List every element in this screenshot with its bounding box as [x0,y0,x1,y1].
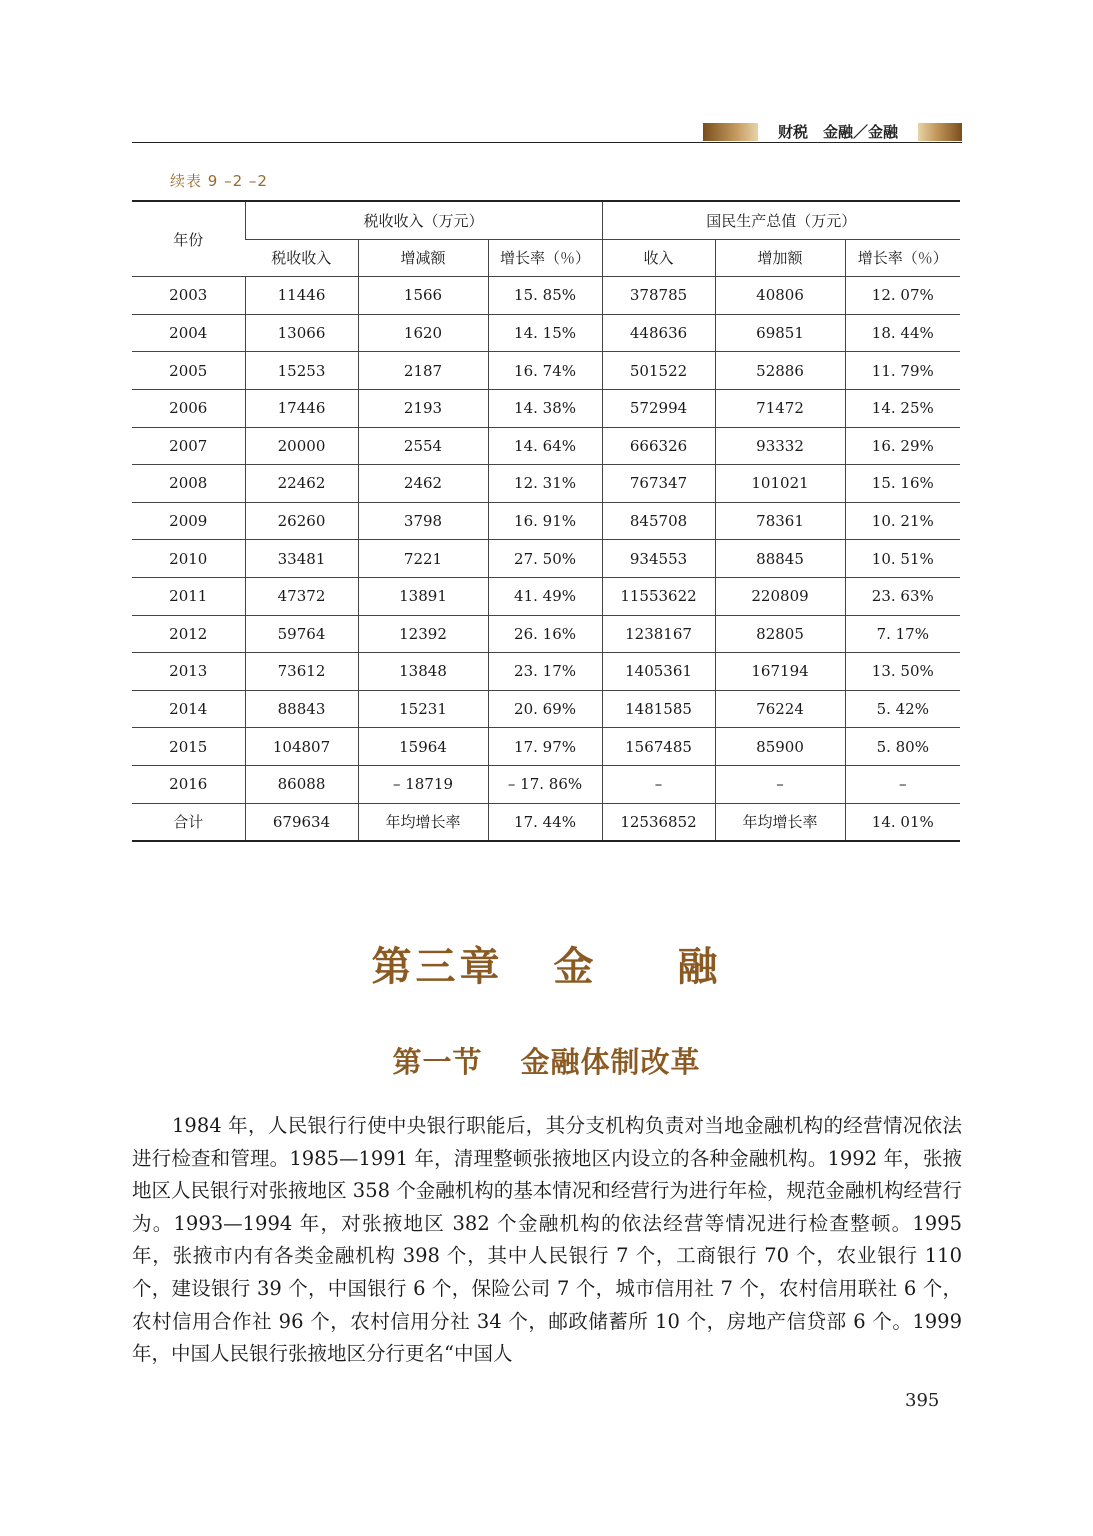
year-cell: 2004 [132,314,245,352]
year-cell: 2005 [132,352,245,390]
table-cell: 2462 [358,465,488,503]
table-cell: 40806 [715,277,845,315]
table-cell: 17. 97% [488,728,602,766]
table-cell: 10. 21% [845,502,960,540]
table-cell: 10. 51% [845,540,960,578]
chapter-number: 第三章 [371,944,504,990]
table-cell: 69851 [715,314,845,352]
table-row [132,502,960,540]
table-cell: – [602,765,715,803]
table-cell: 14. 38% [488,389,602,427]
table-cell: 501522 [602,352,715,390]
table-cell: – 18719 [358,765,488,803]
table-cell: 86088 [245,765,358,803]
year-cell: 合计 [132,803,245,841]
chapter-title [0,935,1093,992]
year-cell: 2009 [132,502,245,540]
table-row [132,277,960,315]
table-cell: 15253 [245,352,358,390]
year-cell: 2011 [132,577,245,615]
table-cell: 1567485 [602,728,715,766]
gdp-group-header: 国民生产总值（万元） [602,201,960,239]
table-cell: 26260 [245,502,358,540]
header-rule [132,142,962,143]
year-cell: 2003 [132,277,245,315]
gdp-income-header: 收入 [602,239,715,277]
table-cell: – [715,765,845,803]
table-cell: 76224 [715,690,845,728]
table-cell: 14. 01% [845,803,960,841]
table-row [132,690,960,728]
page-number: 395 [905,1390,940,1411]
table-row [132,728,960,766]
table-cell: 12. 31% [488,465,602,503]
year-header: 年份 [132,201,245,277]
table-cell: 18. 44% [845,314,960,352]
table-cell: 47372 [245,577,358,615]
table-cell: 11446 [245,277,358,315]
table-cell: 13. 50% [845,653,960,691]
table-cell: 20000 [245,427,358,465]
table-cell: 14. 15% [488,314,602,352]
table-cell: 20. 69% [488,690,602,728]
table-cell: – 17. 86% [488,765,602,803]
year-cell: 2013 [132,653,245,691]
table-row [132,803,960,841]
table-caption: 续表 9 –2 –2 [170,172,268,190]
table-cell: 845708 [602,502,715,540]
table-cell: 1405361 [602,653,715,691]
table-cell: 1566 [358,277,488,315]
table-cell: 16. 74% [488,352,602,390]
table-cell: 5. 80% [845,728,960,766]
section-title [0,1040,1093,1081]
body-paragraph: 1984 年，人民银行行使中央银行职能后，其分支机构负责对当地金融机构的经营情况依法进行检查和管理。1985—1991 年，清理整顿张掖地区内设立的各种金融机构。1992 年，张掖地区人民银行对张掖地区 358 个金融机构的基本情况和经营行为进行年检，规范金融机构经营行为。1993—1994 年，对张掖地区 382 个金融机构的依法经营等情况进行检查整顿。1995 年，张掖市内有各类金融机构 398 个，其中人民银行 7 个，工商银行 70 个，农业银行 110 个，建设银行 39 个，中国银行 6 个，保险公司 7 个，城市信用社 7 个，农村信用联社 6 个，农村信用合作社 96 个，农村信用分社 34 个，邮政储蓄所 10 个，房地产信贷部 6 个。1999 年，中国人民银行张掖地区分行更名“中国人 [132,1114,962,1366]
table-cell: 17. 44% [488,803,602,841]
table-cell: 12392 [358,615,488,653]
table-cell: 14. 64% [488,427,602,465]
header-decor-bar-left [703,123,758,141]
table-cell: 93332 [715,427,845,465]
chapter-name-part-2: 融 [677,944,722,990]
table-cell: 73612 [245,653,358,691]
table-cell: 13066 [245,314,358,352]
year-cell: 2007 [132,427,245,465]
table-cell: 2187 [358,352,488,390]
section-number: 第一节 [392,1045,483,1079]
table-row [132,352,960,390]
table-row [132,389,960,427]
table-cell: 17446 [245,389,358,427]
table-cell: 26. 16% [488,615,602,653]
table-cell: 15964 [358,728,488,766]
table-cell: 767347 [602,465,715,503]
table-cell: 15. 85% [488,277,602,315]
table-cell: 101021 [715,465,845,503]
table-cell: 12. 07% [845,277,960,315]
table-cell: 1238167 [602,615,715,653]
table-cell: 78361 [715,502,845,540]
tax-gdp-table [132,200,960,842]
table-cell: 27. 50% [488,540,602,578]
table-row [132,577,960,615]
table-cell: 2193 [358,389,488,427]
table-cell: 1620 [358,314,488,352]
table-cell: 14. 25% [845,389,960,427]
tax-rate-header: 增长率（％） [488,239,602,277]
table-cell: 22462 [245,465,358,503]
table-cell: 13848 [358,653,488,691]
running-header [132,122,962,144]
table-row [132,765,960,803]
table-row [132,465,960,503]
table-row [132,540,960,578]
table-cell: 104807 [245,728,358,766]
table-cell: 23. 17% [488,653,602,691]
table-body [132,277,960,841]
table-cell: 16. 91% [488,502,602,540]
table-cell: 7. 17% [845,615,960,653]
year-cell: 2016 [132,765,245,803]
table-cell: 23. 63% [845,577,960,615]
table-cell: 88843 [245,690,358,728]
section-name: 金融体制改革 [520,1045,701,1079]
table-row [132,615,960,653]
tax-change-header: 增减额 [358,239,488,277]
table-cell: 12536852 [602,803,715,841]
table-cell: 15231 [358,690,488,728]
table-cell: 1481585 [602,690,715,728]
chapter-name-part-1: 金 [553,944,598,990]
table-row [132,653,960,691]
running-header-title: 财税 金融／金融 [758,122,918,142]
table-cell: 934553 [602,540,715,578]
table-cell: 679634 [245,803,358,841]
table-cell: 7221 [358,540,488,578]
table-header-row-2 [132,239,960,277]
year-cell: 2006 [132,389,245,427]
table-cell: 33481 [245,540,358,578]
table-cell: 2554 [358,427,488,465]
year-cell: 2014 [132,690,245,728]
table-cell: 71472 [715,389,845,427]
table-cell: 85900 [715,728,845,766]
table-cell: 年均增长率 [715,803,845,841]
table-cell: 52886 [715,352,845,390]
year-cell: 2008 [132,465,245,503]
year-cell: 2012 [132,615,245,653]
tax-income-header: 税收收入 [245,239,358,277]
table-cell: 13891 [358,577,488,615]
table-cell: 41. 49% [488,577,602,615]
table-cell: 220809 [715,577,845,615]
table-cell: – [845,765,960,803]
table-row [132,427,960,465]
table-row [132,314,960,352]
table-cell: 167194 [715,653,845,691]
table-cell: 666326 [602,427,715,465]
table-cell: 3798 [358,502,488,540]
table-cell: 15. 16% [845,465,960,503]
table-cell: 5. 42% [845,690,960,728]
table-cell: 82805 [715,615,845,653]
table-cell: 11553622 [602,577,715,615]
table-cell: 88845 [715,540,845,578]
header-decor-bar-right [918,123,962,141]
table-cell: 59764 [245,615,358,653]
table-cell: 年均增长率 [358,803,488,841]
year-cell: 2015 [132,728,245,766]
table-cell: 448636 [602,314,715,352]
tax-group-header: 税收收入（万元） [245,201,602,239]
year-cell: 2010 [132,540,245,578]
table-cell: 11. 79% [845,352,960,390]
gdp-increase-header: 增加额 [715,239,845,277]
table-cell: 572994 [602,389,715,427]
table-cell: 378785 [602,277,715,315]
gdp-rate-header: 增长率（％） [845,239,960,277]
table-header-row-1 [132,201,960,239]
table-cell: 16. 29% [845,427,960,465]
